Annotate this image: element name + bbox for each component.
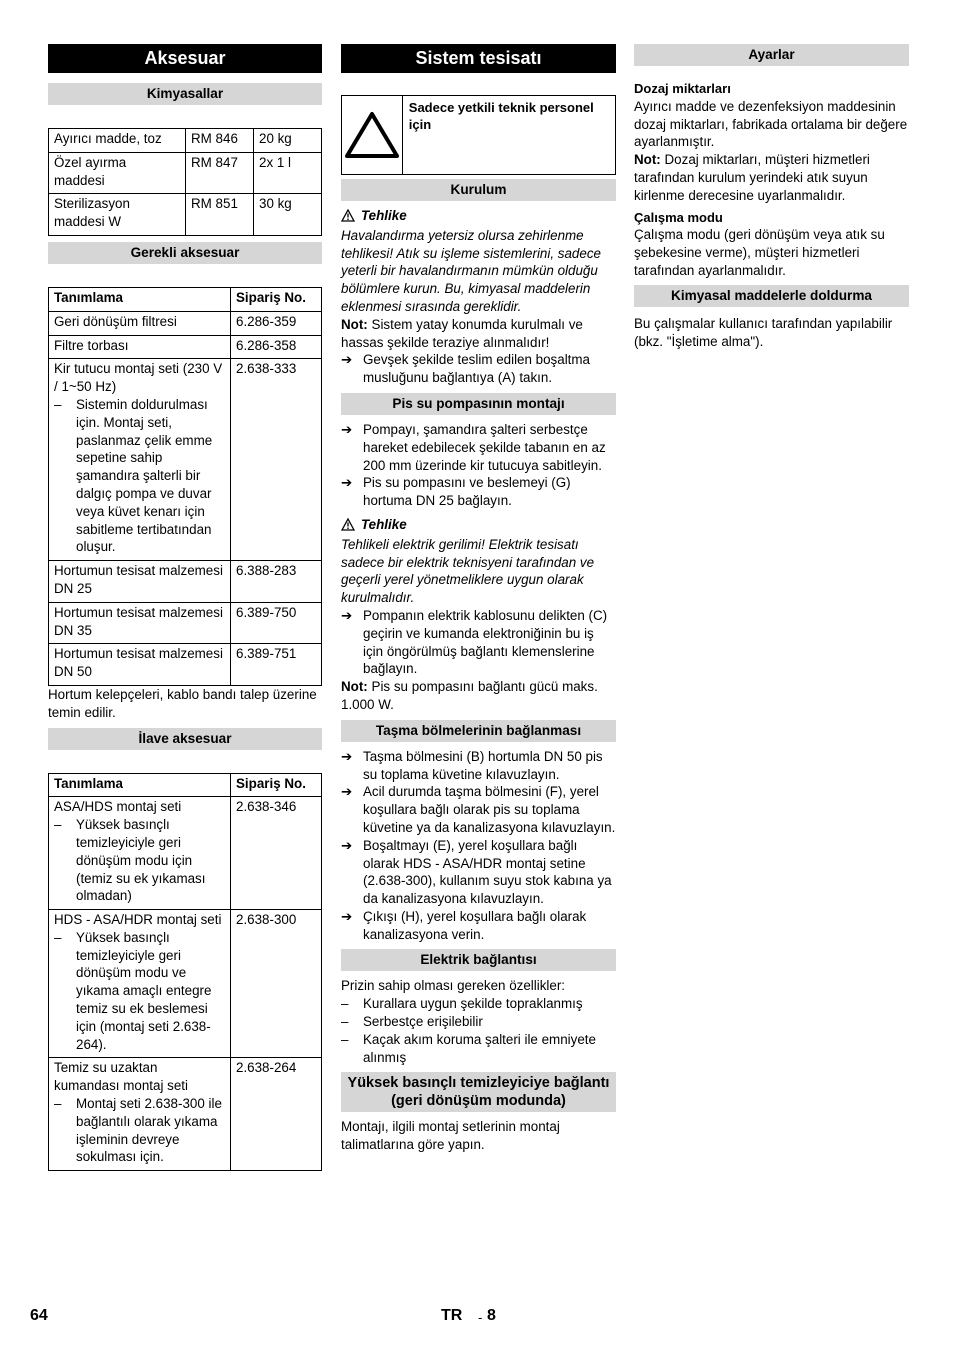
item-note bbox=[54, 816, 225, 905]
table-row bbox=[49, 1058, 322, 1171]
item-name: Filtre torbası bbox=[49, 335, 231, 359]
list-item-text: Kurallara uygun şekilde topraklanmış bbox=[363, 996, 583, 1012]
note-text: Dozaj miktarları, müşteri hizmetleri tarafından kurulum yerindeki atık suyun kirlenme derecesine uyarlanmalıdır. bbox=[634, 152, 870, 203]
step-text: Pompanın elektrik kablosunu delikten (C) geçirin ve kumanda elektroniğinin bu iş için öngörülmüş bağlantı klemenslerine bağlayın. bbox=[363, 607, 608, 677]
arrow-icon: ➔ bbox=[341, 607, 353, 623]
note-label: Not: bbox=[634, 152, 661, 168]
table-row bbox=[49, 561, 322, 603]
item-note bbox=[54, 1095, 225, 1166]
item-cell bbox=[49, 1058, 231, 1171]
table-row bbox=[49, 797, 322, 910]
mode-title: Çalışma modu bbox=[634, 209, 723, 225]
step-text: Pompayı, şamandıra şalteri serbestçe hareket edebilecek şekilde tabanın en az 200 mm üzerinde kir tutucuya sabitleyin. bbox=[363, 421, 606, 473]
dash-marker: – bbox=[54, 817, 62, 833]
table-header-row bbox=[49, 287, 322, 311]
step-text: Acil durumda taşma bölmesini (F), yerel koşullara bağlı olarak pis su toplama küvetine ya da kanalizasyona kılavuzlayın. bbox=[363, 784, 616, 835]
note-label: Not: bbox=[341, 316, 368, 332]
header-order-no: Sipariş No. bbox=[231, 773, 322, 797]
note-text: Pis su pompasını bağlantı gücü maks. 1.000 W. bbox=[341, 679, 598, 712]
item-cell bbox=[49, 797, 231, 910]
dash-marker: – bbox=[54, 1096, 62, 1112]
list-item bbox=[341, 1031, 616, 1067]
chemical-code: RM 846 bbox=[186, 129, 254, 153]
item-no: 6.388-283 bbox=[231, 561, 322, 603]
item-cell bbox=[49, 359, 231, 561]
chemical-qty: 20 kg bbox=[254, 129, 322, 153]
item-name: Hortumun tesisat malzemesi DN 35 bbox=[49, 602, 231, 644]
column-settings bbox=[634, 44, 909, 350]
item-note bbox=[54, 929, 225, 1054]
column-accessories bbox=[48, 44, 322, 1171]
table-header-row bbox=[49, 773, 322, 797]
arrow-icon: ➔ bbox=[341, 352, 353, 368]
footer-separator: - bbox=[478, 1310, 483, 1325]
required-accessories-heading: Gerekli aksesuar bbox=[48, 242, 322, 264]
step-item bbox=[341, 474, 616, 510]
danger-label: Tehlike bbox=[361, 208, 407, 223]
safety-notice-box bbox=[341, 95, 616, 175]
step-item bbox=[341, 908, 616, 944]
step-text: Boşaltmayı (E), yerel koşullara bağlı olarak HDS - ASA/HDR montaj setine (2.638-300), kullanım suyu stok kabına ya da kanalizasyona kılavuzlayın. bbox=[363, 837, 612, 907]
item-note-text: Sistemin doldurulması için. Montaj seti, paslanmaz çelik emme sepetine sahip şamandıra şalterli bir dalgıç pompa ve duvar veya küvet kenarı için sabitleme tertibatından oluşur. bbox=[76, 396, 213, 555]
optional-accessories-heading: İlave aksesuar bbox=[48, 728, 322, 750]
header-name: Tanımlama bbox=[49, 287, 231, 311]
chemicals-heading: Kimyasallar bbox=[48, 83, 322, 105]
dash-marker: – bbox=[54, 396, 62, 412]
danger-label: Tehlike bbox=[361, 516, 407, 532]
chemical-name: Özel ayırma maddesi bbox=[49, 152, 186, 194]
mode-text: Çalışma modu (geri dönüşüm veya atık su şebekesine verme), müşteri hizmetleri tarafından ayarlanmalıdır. bbox=[634, 227, 885, 278]
required-accessories-table bbox=[48, 287, 322, 686]
chemical-code: RM 847 bbox=[186, 152, 254, 194]
arrow-icon: ➔ bbox=[341, 421, 353, 437]
arrow-icon: ➔ bbox=[341, 475, 353, 491]
item-note-text: Yüksek basınçlı temizleyiciyle geri dönüşüm modu ve yıkama amaçlı entegre temiz su ek beslemesi için (montaj seti 2.638-264). bbox=[76, 929, 212, 1052]
arrow-icon: ➔ bbox=[341, 784, 353, 800]
item-name: Temiz su uzaktan kumandası montaj seti bbox=[54, 1060, 188, 1094]
item-name: Geri dönüşüm filtresi bbox=[49, 311, 231, 335]
header-order-no: Sipariş No. bbox=[231, 287, 322, 311]
chemical-qty: 2x 1 l bbox=[254, 152, 322, 194]
dash-marker: – bbox=[54, 929, 62, 945]
table-row bbox=[49, 152, 322, 194]
table-row bbox=[49, 602, 322, 644]
note-paragraph bbox=[341, 678, 616, 714]
step-text: Pis su pompasını ve beslemeyi (G) hortuma DN 25 bağlayın. bbox=[363, 475, 571, 509]
table-row bbox=[49, 194, 322, 236]
note-text: Sistem yatay konumda kurulmalı ve hassas şekilde teraziye alınmalıdır! bbox=[341, 316, 583, 350]
danger-text: Tehlikeli elektrik gerilimi! Elektrik tesisatı sadece bir elektrik teknisyeni tarafından ve geçerli yerel yönetmeliklere uygun olarak kurulmalıdır. bbox=[341, 536, 595, 606]
list-item-text: Serbestçe erişilebilir bbox=[363, 1014, 483, 1030]
section-page-number: 8 bbox=[487, 1307, 496, 1324]
table-row bbox=[49, 311, 322, 335]
item-name: Hortumun tesisat malzemesi DN 25 bbox=[49, 561, 231, 603]
high-pressure-text: Montajı, ilgili montaj setlerinin montaj talimatlarına göre yapın. bbox=[341, 1119, 560, 1153]
safety-notice-text: Sadece yetkili teknik personel için bbox=[408, 100, 594, 132]
settings-heading: Ayarlar bbox=[634, 44, 909, 66]
step-item bbox=[341, 351, 616, 387]
item-no: 2.638-346 bbox=[231, 797, 322, 910]
item-no: 6.389-750 bbox=[231, 602, 322, 644]
item-no: 2.638-333 bbox=[231, 359, 322, 561]
item-name: HDS - ASA/HDR montaj seti bbox=[54, 912, 222, 928]
chemical-qty: 30 kg bbox=[254, 194, 322, 236]
arrow-icon: ➔ bbox=[341, 748, 353, 764]
chemicals-table bbox=[48, 128, 322, 236]
table-row bbox=[49, 910, 322, 1058]
list-item bbox=[341, 995, 616, 1013]
installation-title: Sistem tesisatı bbox=[341, 44, 616, 73]
item-no: 2.638-300 bbox=[231, 910, 322, 1058]
language-code: TR bbox=[441, 1307, 463, 1324]
warning-icon bbox=[341, 209, 355, 222]
item-name: Kir tutucu montaj seti (230 V / 1~50 Hz) bbox=[54, 361, 223, 395]
item-no: 2.638-264 bbox=[231, 1058, 322, 1171]
step-item bbox=[341, 607, 616, 678]
danger-heading bbox=[341, 207, 616, 225]
chemical-name: Sterilizasyon maddesi W bbox=[49, 194, 186, 236]
dosage-title: Dozaj miktarları bbox=[634, 81, 731, 96]
note-paragraph bbox=[341, 316, 616, 352]
arrow-icon: ➔ bbox=[341, 908, 353, 924]
dash-marker: – bbox=[341, 1014, 349, 1030]
item-cell bbox=[49, 910, 231, 1058]
warning-icon bbox=[341, 518, 355, 531]
arrow-icon: ➔ bbox=[341, 837, 353, 853]
electric-heading: Elektrik bağlantısı bbox=[341, 949, 616, 971]
chemical-code: RM 851 bbox=[186, 194, 254, 236]
chemical-name: Ayırıcı madde, toz bbox=[49, 129, 186, 153]
step-item bbox=[341, 837, 616, 908]
accessories-title: Aksesuar bbox=[48, 44, 322, 73]
step-text: Çıkışı (H), yerel koşullara bağlı olarak kanalizasyona verin. bbox=[363, 908, 587, 942]
note-label: Not: bbox=[341, 679, 368, 695]
hose-note: Hortum kelepçeleri, kablo bandı talep üzerine temin edilir. bbox=[48, 686, 317, 720]
header-name: Tanımlama bbox=[49, 773, 231, 797]
list-item bbox=[341, 1013, 616, 1031]
dosage-text: Ayırıcı madde ve dezenfeksiyon maddesinin dozaj miktarları, fabrikada ortalama bir değere ayarlanmıştır. bbox=[634, 98, 908, 150]
dash-marker: – bbox=[341, 996, 349, 1012]
optional-accessories-table bbox=[48, 773, 322, 1172]
warning-triangle-icon bbox=[342, 96, 403, 174]
overflow-heading: Taşma bölmelerinin bağlanması bbox=[341, 720, 616, 742]
danger-heading bbox=[341, 516, 616, 534]
item-note-text: Montaj seti 2.638-300 ile bağlantılı olarak yıkama işleminin devreye sokulması için. bbox=[76, 1096, 222, 1165]
item-name: Hortumun tesisat malzemesi DN 50 bbox=[49, 644, 231, 686]
high-pressure-heading: Yüksek basınçlı temizleyiciye bağlantı (geri dönüşüm modunda) bbox=[341, 1072, 616, 1112]
fill-chemicals-heading: Kimyasal maddelerle doldurma bbox=[634, 285, 909, 307]
item-note-text: Yüksek basınçlı temizleyiciyle geri dönüşüm modu için (temiz su ek yıkaması olmadan) bbox=[76, 817, 206, 904]
danger-text: Havalandırma yetersiz olursa zehirlenme tehlikesi! Atık su işleme sistemlerini, sadece yeterli bir havalandırmanın mümkün olduğu bölümlere kurun. Bu, kimyasal maddelerin eklenmesi sırasında gereklidir. bbox=[341, 227, 601, 314]
item-no: 6.389-751 bbox=[231, 644, 322, 686]
step-item bbox=[341, 783, 616, 836]
table-row bbox=[49, 644, 322, 686]
item-name: ASA/HDS montaj seti bbox=[54, 799, 182, 815]
page-number: 64 bbox=[30, 1307, 48, 1324]
list-item-text: Kaçak akım koruma şalteri ile emniyete alınmış bbox=[363, 1031, 596, 1065]
pump-heading: Pis su pompasının montajı bbox=[341, 393, 616, 415]
fill-chemicals-text: Bu çalışmalar kullanıcı tarafından yapılabilir (bkz. "İşletime alma"). bbox=[634, 315, 893, 349]
step-item bbox=[341, 421, 616, 474]
step-text: Gevşek şekilde teslim edilen boşaltma musluğunu bağlantıya (A) takın. bbox=[363, 352, 591, 386]
table-row bbox=[49, 129, 322, 153]
step-item bbox=[341, 748, 616, 784]
item-no: 6.286-359 bbox=[231, 311, 322, 335]
electric-intro: Prizin sahip olması gereken özellikler: bbox=[341, 978, 566, 994]
table-row bbox=[49, 359, 322, 561]
step-text: Taşma bölmesini (B) hortumla DN 50 pis su toplama küvetine kılavuzlayın. bbox=[363, 748, 603, 782]
installation-heading: Kurulum bbox=[341, 179, 616, 201]
item-note bbox=[54, 396, 225, 556]
dosage-note bbox=[634, 151, 909, 204]
dash-marker: – bbox=[341, 1031, 349, 1047]
column-installation bbox=[341, 44, 616, 1154]
item-no: 6.286-358 bbox=[231, 335, 322, 359]
table-row bbox=[49, 335, 322, 359]
